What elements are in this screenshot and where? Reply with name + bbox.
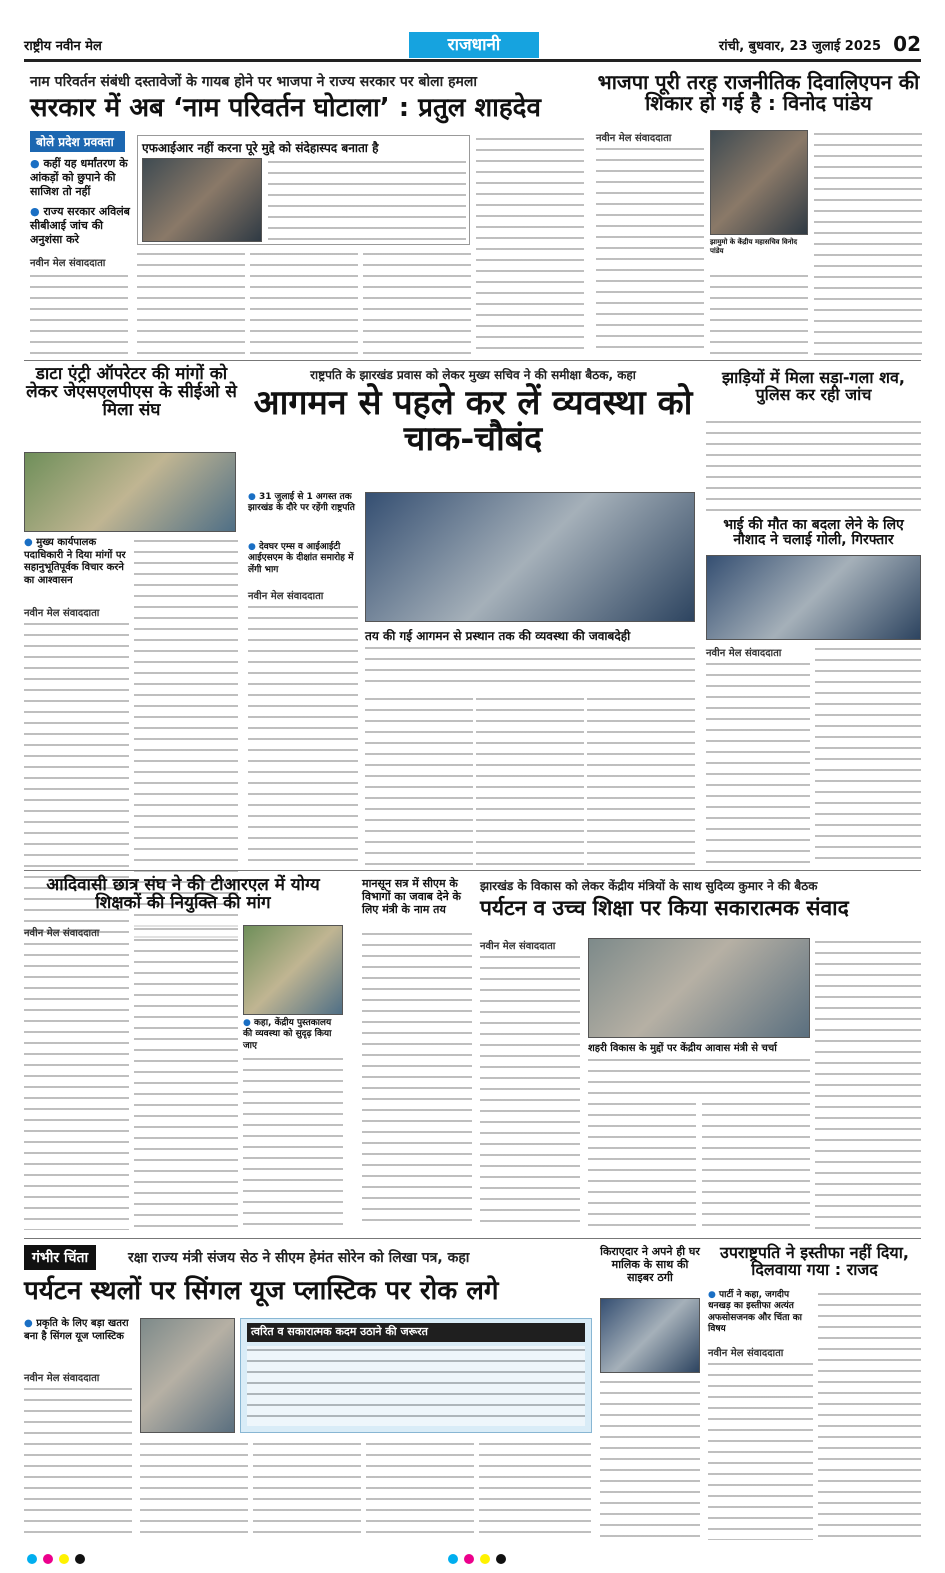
divider (24, 360, 921, 361)
story1-quote-text (268, 158, 466, 242)
story4-highlight-text (365, 644, 695, 689)
story11-body (600, 1378, 700, 1540)
story3-caption: ● मुख्य कार्यपालक पदाधिकारी ने दिया मांगों पर सहानुभूतिपूर्वक विचार करने का आश्वासन (24, 537, 129, 587)
story6-body-col1 (706, 660, 810, 865)
story9-photo (588, 938, 810, 1038)
story2-headline: भाजपा पूरी तरह राजनीतिक दिवालिएपन की शिकार हो गई है : विनोद पांडेय (597, 70, 920, 115)
story1-kicker: नाम परिवर्तन संबंधी दस्तावेजों के गायब होने पर भाजपा ने राज्य सरकार पर बोला हमला (30, 74, 478, 90)
story7-body-col1 (24, 940, 129, 1230)
story11-photo (600, 1298, 700, 1373)
story1-photo (142, 158, 262, 242)
story10-body-col4 (366, 1440, 474, 1540)
story7-caption: ● कहा, केंद्रीय पुस्तकालय की व्यवस्था को सुदृढ़ किया जाए (243, 1018, 343, 1052)
story4-kicker: राष्ट्रपति के झारखंड प्रवास को लेकर मुख्य सचिव ने की समीक्षा बैठक, कहा (310, 368, 636, 382)
print-registration-marks (24, 1549, 88, 1568)
story9-kicker: झारखंड के विकास को लेकर केंद्रीय मंत्रियों के साथ सुदिव्य कुमार ने की बैठक (480, 879, 818, 893)
newspaper-name: राष्ट्रीय नवीन मेल (24, 39, 102, 54)
story10-kicker: रक्षा राज्य मंत्री संजय सेठ ने सीएम हेमंत सोरेन को लिखा पत्र, कहा (128, 1250, 470, 1266)
story1-body-col4 (363, 250, 471, 354)
story10-tag: गंभीर चिंता (24, 1245, 96, 1270)
story2-body-col2 (710, 272, 808, 355)
story2-byline: नवीन मेल संवाददाता (596, 133, 672, 144)
story1-tag: बोले प्रदेश प्रवक्ता (30, 131, 125, 152)
story8-headline: मानसून सत्र में सीएम के विभागों का जवाब देने के लिए मंत्री के नाम तय (362, 877, 462, 917)
story12-bullet: ● पार्टी ने कहा, जगदीप धनखड़ का इस्तीफा अत्यंत अफसोसजनक और चिंता का विषय (708, 1290, 813, 1335)
story1-body-col1 (30, 272, 128, 354)
story12-byline: नवीन मेल संवाददाता (708, 1348, 784, 1359)
story4-byline: नवीन मेल संवाददाता (248, 591, 324, 602)
story1-body-col3 (250, 250, 358, 354)
story10-body-col1 (24, 1385, 132, 1540)
story5-body (706, 418, 921, 513)
story9-byline: नवीन मेल संवाददाता (480, 941, 556, 952)
story6-photo (706, 555, 921, 640)
story3-headline: डाटा एंट्री ऑपरेटर की मांगों को लेकर जेएसएलपीएस के सीईओ से मिला संघ (26, 364, 237, 420)
story9-body-col2 (588, 1100, 696, 1230)
story10-body-col2 (140, 1440, 248, 1540)
story7-body-col3 (243, 1055, 343, 1230)
story1-headline: सरकार में अब ‘नाम परिवर्तन घोटाला’ : प्रतुल शाहदेव (30, 93, 541, 123)
divider (24, 1238, 921, 1239)
story12-body-col2 (818, 1290, 921, 1540)
story1-bullet-1: ● कहीं यह धर्मांतरण के आंकड़ों को छुपाने की साजिश तो नहीं (30, 157, 130, 198)
story8-body (362, 930, 472, 1230)
story10-headline: पर्यटन स्थलों पर सिंगल यूज प्लास्टिक पर रोक लगे (24, 1276, 499, 1306)
story10-bullet: ● प्रकृति के लिए बड़ा खतरा बना है सिंगल यूज प्लास्टिक (24, 1318, 134, 1343)
section-label: राजधानी (409, 32, 539, 58)
story4-body-col3 (476, 695, 584, 865)
print-registration-marks (445, 1549, 509, 1568)
story1-byline: नवीन मेल संवाददाता (30, 258, 106, 269)
story9-body-col4 (815, 938, 921, 1230)
story9-headline: पर्यटन व उच्च शिक्षा पर किया सकारात्मक संवाद (480, 896, 849, 920)
story10-byline: नवीन मेल संवाददाता (24, 1373, 100, 1384)
story10-box-title: त्वरित व सकारात्मक कदम उठाने की जरूरत (247, 1323, 585, 1342)
story4-body-col1 (248, 603, 358, 863)
story1-body-col2 (137, 250, 245, 354)
story3-byline: नवीन मेल संवाददाता (24, 608, 100, 619)
story6-body-col2 (815, 645, 921, 865)
story7-headline: आदिवासी छात्र संघ ने की टीआरएल में योग्य शिक्षकों की नियुक्ति की मांग (46, 875, 320, 913)
story4-headline: आगमन से पहले कर लें व्यवस्था को चाक-चौबंद (253, 383, 693, 459)
story10-box (240, 1318, 592, 1433)
story2-body-col1 (596, 145, 704, 355)
story10-photo (140, 1318, 235, 1433)
story4-bullet-2: ● देवघर एम्स व आईआईटी आईएसएम के दीक्षांत समारोह में लेंगी भाग (248, 542, 358, 576)
story9-body-col1 (480, 953, 580, 1230)
masthead (24, 30, 921, 62)
story11-headline: किराएदार ने अपने ही घर मालिक के साथ की साइबर ठगी (600, 1245, 700, 1285)
story9-caption-text (588, 1056, 810, 1096)
story12-body-col1 (708, 1360, 813, 1540)
story7-byline: नवीन मेल संवाददाता (24, 928, 100, 939)
story4-photo-caption: तय की गई आगमन से प्रस्थान तक की व्यवस्था की जवाबदेही (365, 629, 631, 643)
story2-photo-caption: झामुमो के केंद्रीय महासचिव विनोद पांडेय (710, 238, 798, 255)
story7-body-col2 (134, 925, 238, 1230)
story1-quote-title: एफआईआर नहीं करना पूरे मुद्दे को संदेहास्पद बनाता है (142, 141, 379, 155)
story3-photo (24, 452, 236, 532)
story9-body-col3 (702, 1100, 810, 1230)
story1-body-col5 (476, 135, 584, 354)
story6-headline: भाई की मौत का बदला लेने के लिए नौशाद ने चलाई गोली, गिरफ्तार (723, 517, 904, 548)
story7-photo (243, 925, 343, 1015)
story10-body-col3 (253, 1440, 361, 1540)
dateline: रांची, बुधवार, 23 जुलाई 2025 (718, 39, 881, 54)
story4-bullet-1: ● 31 जुलाई से 1 अगस्त तक झारखंड के दौरे पर रहेंगी राष्ट्रपति (248, 492, 358, 515)
story4-photo (365, 492, 695, 622)
story10-box-text (247, 1346, 585, 1426)
story5-headline: झाड़ियों में मिला सड़ा-गला शव, पुलिस कर रही जांच (722, 368, 905, 404)
story2-photo (710, 130, 808, 235)
story9-caption: शहरी विकास के मुद्दों पर केंद्रीय आवास मंत्री से चर्चा (588, 1043, 777, 1054)
story1-quote-box (137, 135, 470, 245)
story6-byline: नवीन मेल संवाददाता (706, 648, 782, 659)
story10-body-col5 (479, 1440, 591, 1540)
story1-bullet-2: ● राज्य सरकार अविलंब सीबीआई जांच की अनुशंसा करे (30, 205, 130, 246)
divider (24, 870, 921, 871)
story4-body-col2 (365, 695, 473, 865)
page-number: 02 (893, 32, 921, 56)
story12-headline: उपराष्ट्रपति ने इस्तीफा नहीं दिया, दिलवाया गया : राजद (720, 1243, 909, 1279)
story4-body-col4 (587, 695, 695, 865)
story2-body-col3 (814, 130, 922, 355)
